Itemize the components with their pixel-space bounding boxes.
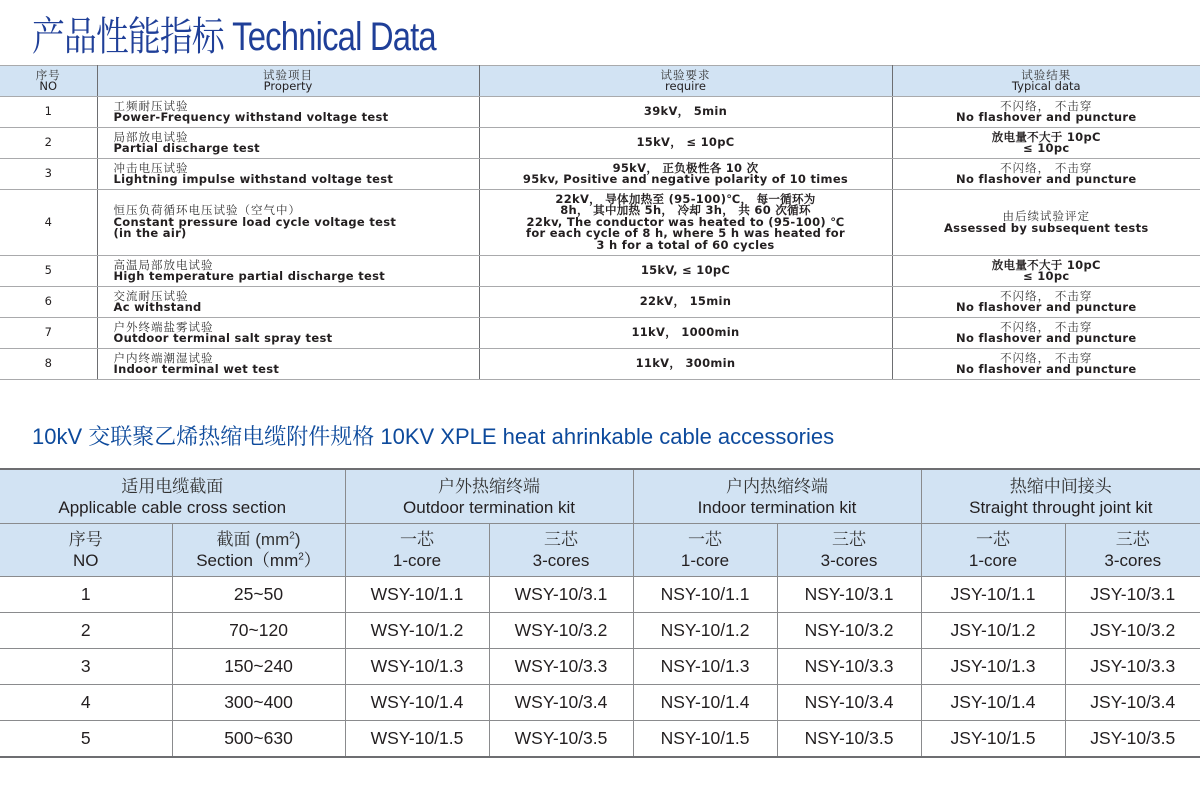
table-row	[0, 97, 1200, 128]
cell-joint-3-cores: JSY-10/3.5	[1065, 721, 1200, 758]
header-outdoor-1-core: 一芯 1-core	[345, 524, 489, 577]
row-result: 不闪络， 不击穿 No flashover and puncture	[892, 287, 1200, 318]
cell-indoor-1-core: NSY-10/1.4	[633, 685, 777, 721]
cell-outdoor-3-cores: WSY-10/3.2	[489, 613, 633, 649]
cell-outdoor-1-core: WSY-10/1.3	[345, 649, 489, 685]
row-no: 4	[0, 190, 97, 256]
row-property: 工频耐压试验 Power-Frequency withstand voltage test	[97, 97, 479, 128]
header-outdoor-3-cores: 三芯 3-cores	[489, 524, 633, 577]
row-require: 22kV， 导体加热至 (95-100)℃， 每一循环为 8h， 其中加热 5h， 冷却 3h， 共 60 次循环 22kv, The conductor was heated to (95-100) ℃ for each cycle of 8 h, where 5 h was heated for 3 h for a total of 60 cycles	[479, 190, 892, 256]
cell-joint-1-core: JSY-10/1.4	[921, 685, 1065, 721]
row-property: 交流耐压试验 Ac withstand	[97, 287, 479, 318]
cell-joint-3-cores: JSY-10/3.1	[1065, 577, 1200, 613]
cell-no: 3	[0, 649, 172, 685]
sub-header-row	[0, 524, 1200, 577]
cell-indoor-1-core: NSY-10/1.2	[633, 613, 777, 649]
row-result: 不闪络， 不击穿 No flashover and puncture	[892, 97, 1200, 128]
cell-outdoor-1-core: WSY-10/1.4	[345, 685, 489, 721]
header-outdoor-termination-kit: 户外热缩终端 Outdoor termination kit	[345, 469, 633, 524]
cell-section: 150~240	[172, 649, 345, 685]
cell-section: 500~630	[172, 721, 345, 758]
cell-indoor-1-core: NSY-10/1.1	[633, 577, 777, 613]
technical-data-table	[0, 65, 1200, 380]
header-typical-data: 试验结果 Typical data	[892, 66, 1200, 97]
cell-indoor-3-cores: NSY-10/3.4	[777, 685, 921, 721]
row-property: 恒压负荷循环电压试验（空气中） Constant pressure load cycle voltage test (in the air)	[97, 190, 479, 256]
row-property: 冲击电压试验 Lightning impulse withstand voltage test	[97, 159, 479, 190]
cell-no: 4	[0, 685, 172, 721]
row-require: 15kV, ≤ 10pC	[479, 256, 892, 287]
row-result: 不闪络， 不击穿 No flashover and puncture	[892, 159, 1200, 190]
header-indoor-1-core: 一芯 1-core	[633, 524, 777, 577]
cell-joint-1-core: JSY-10/1.3	[921, 649, 1065, 685]
cell-joint-1-core: JSY-10/1.1	[921, 577, 1065, 613]
header-no: 序号 NO	[0, 524, 172, 577]
cell-outdoor-3-cores: WSY-10/3.5	[489, 721, 633, 758]
cell-no: 5	[0, 721, 172, 758]
row-result: 放电量不大于 10pC ≤ 10pc	[892, 128, 1200, 159]
row-result: 放电量不大于 10pC ≤ 10pc	[892, 256, 1200, 287]
cell-joint-1-core: JSY-10/1.2	[921, 613, 1065, 649]
table-row	[0, 159, 1200, 190]
cell-joint-3-cores: JSY-10/3.2	[1065, 613, 1200, 649]
table-row	[0, 318, 1200, 349]
cell-no: 1	[0, 577, 172, 613]
group-header-row	[0, 469, 1200, 524]
table-row	[0, 256, 1200, 287]
row-no: 3	[0, 159, 97, 190]
table-row	[0, 685, 1200, 721]
table-row	[0, 128, 1200, 159]
table-row	[0, 721, 1200, 758]
cell-section: 300~400	[172, 685, 345, 721]
row-no: 5	[0, 256, 97, 287]
row-result: 不闪络， 不击穿 No flashover and puncture	[892, 349, 1200, 380]
cell-outdoor-1-core: WSY-10/1.5	[345, 721, 489, 758]
header-joint-3-cores: 三芯 3-cores	[1065, 524, 1200, 577]
table-row	[0, 649, 1200, 685]
cell-outdoor-1-core: WSY-10/1.1	[345, 577, 489, 613]
spec-section-title: 10kV 交联聚乙烯热缩电缆附件规格 10KV XPLE heat ahrinkable cable accessories	[32, 424, 835, 449]
cell-indoor-3-cores: NSY-10/3.5	[777, 721, 921, 758]
header-joint-1-core: 一芯 1-core	[921, 524, 1065, 577]
row-require: 11kV， 1000min	[479, 318, 892, 349]
cell-joint-3-cores: JSY-10/3.4	[1065, 685, 1200, 721]
row-no: 1	[0, 97, 97, 128]
table-row	[0, 349, 1200, 380]
row-property: 户外终端盐雾试验 Outdoor terminal salt spray test	[97, 318, 479, 349]
header-straight-joint-kit: 热缩中间接头 Straight throught joint kit	[921, 469, 1200, 524]
row-result: 不闪络， 不击穿 No flashover and puncture	[892, 318, 1200, 349]
table-row	[0, 190, 1200, 256]
table-row	[0, 613, 1200, 649]
row-require: 11kV， 300min	[479, 349, 892, 380]
header-require: 试验要求 require	[479, 66, 892, 97]
page-title: 产品性能指标 Technical Data	[32, 15, 436, 59]
table-row	[0, 577, 1200, 613]
cell-indoor-3-cores: NSY-10/3.1	[777, 577, 921, 613]
row-property: 局部放电试验 Partial discharge test	[97, 128, 479, 159]
row-no: 2	[0, 128, 97, 159]
header-indoor-3-cores: 三芯 3-cores	[777, 524, 921, 577]
row-property: 户内终端潮湿试验 Indoor terminal wet test	[97, 349, 479, 380]
cell-outdoor-3-cores: WSY-10/3.1	[489, 577, 633, 613]
row-require: 15kV， ≤ 10pC	[479, 128, 892, 159]
header-section: 截面 $(mm^2)$ $Section(mm^2)$	[172, 524, 345, 577]
header-indoor-termination-kit: 户内热缩终端 Indoor termination kit	[633, 469, 921, 524]
header-applicable-cross-section: 适用电缆截面 Applicable cable cross section	[0, 469, 345, 524]
table-header-row	[0, 66, 1200, 97]
cell-indoor-1-core: NSY-10/1.3	[633, 649, 777, 685]
cell-outdoor-3-cores: WSY-10/3.4	[489, 685, 633, 721]
row-require: 22kV， 15min	[479, 287, 892, 318]
cell-outdoor-3-cores: WSY-10/3.3	[489, 649, 633, 685]
row-no: 8	[0, 349, 97, 380]
cell-outdoor-1-core: WSY-10/1.2	[345, 613, 489, 649]
row-no: 7	[0, 318, 97, 349]
cell-indoor-1-core: NSY-10/1.5	[633, 721, 777, 758]
header-property: 试验项目 Property	[97, 66, 479, 97]
row-result: 由后续试验评定 Assessed by subsequent tests	[892, 190, 1200, 256]
cell-section: 70~120	[172, 613, 345, 649]
cable-accessories-spec-table	[0, 468, 1200, 758]
row-property: 高温局部放电试验 High temperature partial discharge test	[97, 256, 479, 287]
cell-no: 2	[0, 613, 172, 649]
table-row	[0, 287, 1200, 318]
row-require: 95kV， 正负极性各 10 次 95kv, Positive and negative polarity of 10 times	[479, 159, 892, 190]
row-no: 6	[0, 287, 97, 318]
cell-section: 25~50	[172, 577, 345, 613]
cell-indoor-3-cores: NSY-10/3.3	[777, 649, 921, 685]
cell-joint-1-core: JSY-10/1.5	[921, 721, 1065, 758]
cell-joint-3-cores: JSY-10/3.3	[1065, 649, 1200, 685]
header-no: 序号 NO	[0, 66, 97, 97]
cell-indoor-3-cores: NSY-10/3.2	[777, 613, 921, 649]
row-require: 39kV， 5min	[479, 97, 892, 128]
